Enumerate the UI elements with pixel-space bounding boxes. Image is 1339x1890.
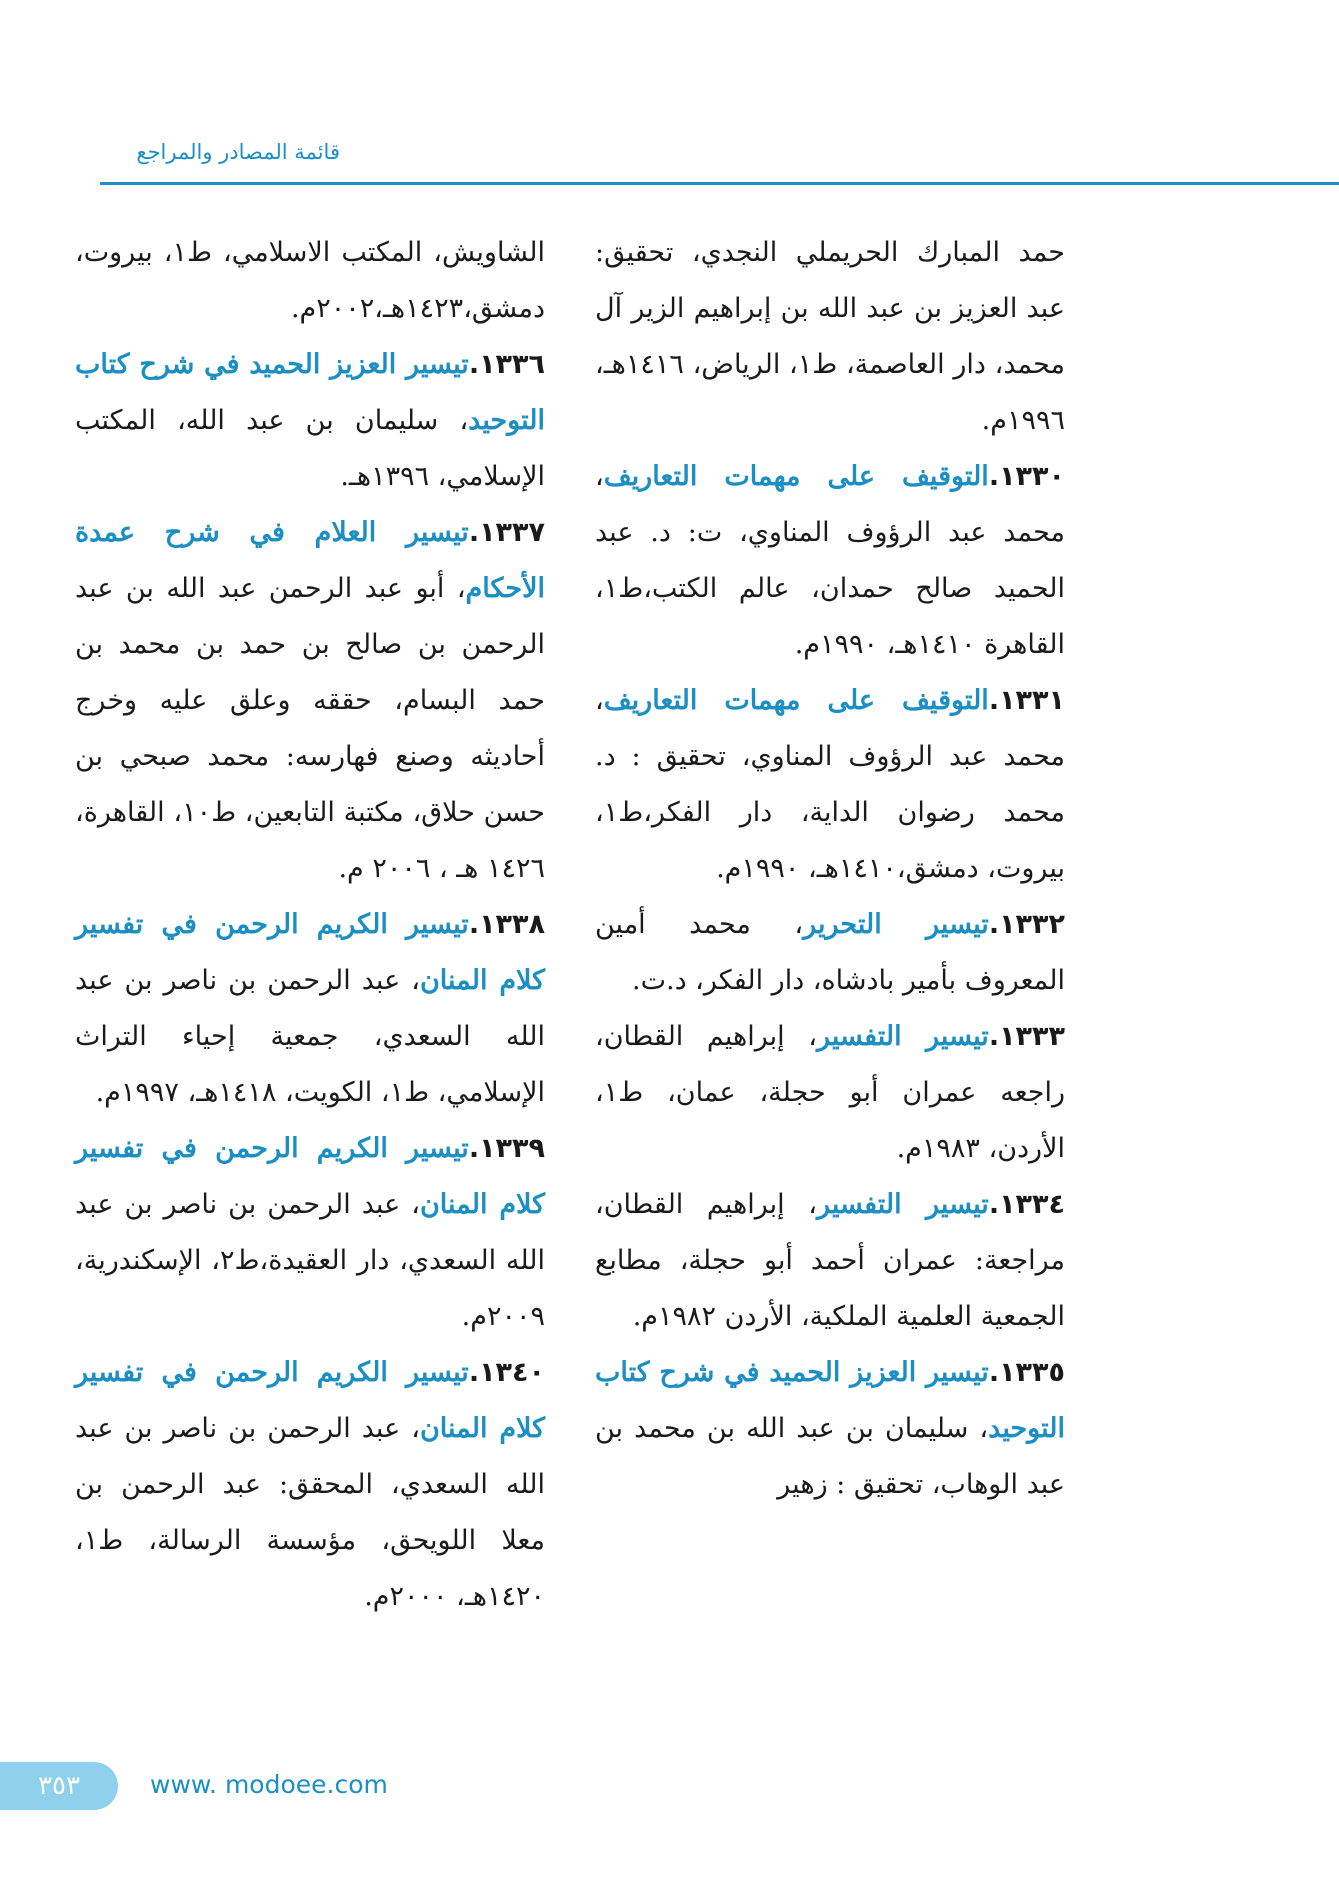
entry-text: ، عبد الرحمن بن ناصر بن عبد الله السعدي، جمعية إحياء التراث الإسلامي، ط١، الكويت، ١٤١٨هـ، ١٩٩٧م. xyxy=(75,965,545,1108)
header-rule xyxy=(100,182,1339,185)
entry-number: ١٣٣٩. xyxy=(468,1133,545,1164)
entry-title: تيسير الكريم الرحمن في تفسير كلام المنان xyxy=(75,1133,546,1220)
reference-entry xyxy=(75,225,545,337)
page-number-tab xyxy=(0,1762,118,1810)
entry-number: ١٣٣١. xyxy=(988,685,1065,716)
entry-text: ، إبراهيم القطان، مراجعة: عمران أحمد أبو حجلة، مطابع الجمعية العلمية الملكية، الأردن ١٩٨٢م. xyxy=(595,1189,1065,1332)
entry-text: ، إبراهيم القطان، راجعه عمران أبو حجلة، عمان، ط١، الأردن، ١٩٨٣م. xyxy=(595,1021,1065,1164)
entry-title: تيسير التحرير xyxy=(803,909,989,940)
entry-number: ١٣٣٥. xyxy=(988,1357,1065,1388)
entry-text: ، عبد الرحمن بن ناصر بن عبد الله السعدي، دار العقيدة،ط٢، الإسكندرية، ٢٠٠٩م. xyxy=(75,1189,545,1332)
entry-text: ، عبد الرحمن بن ناصر بن عبد الله السعدي، المحقق: عبد الرحمن بن معلا اللويحق، مؤسسة الرسالة، ط١، ١٤٢٠هـ، ٢٠٠٠م. xyxy=(75,1413,545,1612)
entry-number: ١٣٣٦. xyxy=(468,349,545,380)
reference-entry xyxy=(75,337,545,505)
entry-title: تيسير العزيز الحميد في شرح كتاب التوحيد xyxy=(595,1357,1065,1444)
entry-number: ١٣٣٤. xyxy=(988,1189,1065,1220)
entry-title: التوقيف على مهمات التعاريف xyxy=(603,685,989,716)
entry-text: الشاويش، المكتب الاسلامي، ط١، بيروت، دمشق،١٤٢٣هـ،٢٠٠٢م. xyxy=(75,237,546,324)
reference-entry xyxy=(595,225,1065,449)
entry-number: ١٣٣٨. xyxy=(468,909,545,940)
entry-title: تيسير العلام في شرح عمدة الأحكام xyxy=(75,517,545,604)
entry-title: تيسير التفسير xyxy=(816,1189,989,1220)
running-header-title: قائمة المصادر والمراجع xyxy=(136,140,340,164)
right-column xyxy=(595,225,1065,1513)
entry-number: ١٣٣٣. xyxy=(988,1021,1065,1052)
reference-entry xyxy=(595,897,1065,1009)
entry-text: ، محمد عبد الرؤوف المناوي، تحقيق : د. محمد رضوان الداية، دار الفكر،ط١، بيروت، دمشق،١٤١٠هـ، ١٩٩٠م. xyxy=(595,685,1065,884)
reference-entry xyxy=(75,1345,545,1625)
reference-entry xyxy=(75,505,545,897)
entry-title: تيسير العزيز الحميد في شرح كتاب التوحيد xyxy=(75,349,545,436)
entry-title: تيسير التفسير xyxy=(816,1021,989,1052)
page-number: ٣٥٣ xyxy=(38,1771,80,1801)
reference-entry xyxy=(595,449,1065,673)
website-link[interactable]: www. modoee.com xyxy=(150,1770,388,1799)
entry-text: ، أبو عبد الرحمن عبد الله بن عبد الرحمن بن صالح بن حمد بن محمد بن حمد البسام، حققه وعلق عليه وخرج أحاديثه وصنع فهارسه: محمد صبحي بن حسن حلاق، مكتبة التابعين، ط١٠، القاهرة، ١٤٢٦ هـ ، ٢٠٠٦ م. xyxy=(75,573,545,884)
entry-title: التوقيف على مهمات التعاريف xyxy=(603,461,989,492)
reference-entry xyxy=(595,1009,1065,1177)
entry-number: ١٣٣٠. xyxy=(988,461,1065,492)
reference-entry xyxy=(595,673,1065,897)
reference-entry xyxy=(75,897,545,1121)
entry-title: تيسير الكريم الرحمن في تفسير كلام المنان xyxy=(75,909,546,996)
reference-entry xyxy=(75,1121,545,1345)
reference-entry xyxy=(595,1177,1065,1345)
reference-entry xyxy=(595,1345,1065,1513)
entry-text: ، محمد عبد الرؤوف المناوي، ت: د. عبد الحميد صالح حمدان، عالم الكتب،ط١، القاهرة ١٤١٠هـ، ١٩٩٠م. xyxy=(595,461,1065,660)
entry-text: حمد المبارك الحريملي النجدي، تحقيق: عبد العزيز بن عبد الله بن إبراهيم الزير آل محمد، دار العاصمة، ط١، الرياض، ١٤١٦هـ، ١٩٩٦م. xyxy=(595,237,1066,436)
entry-title: تيسير الكريم الرحمن في تفسير كلام المنان xyxy=(75,1357,546,1444)
entry-number: ١٣٣٧. xyxy=(468,517,545,548)
left-column xyxy=(75,225,545,1625)
entry-number: ١٣٣٢. xyxy=(988,909,1065,940)
entry-text: ، محمد أمين المعروف بأمير بادشاه، دار الفكر، د.ت. xyxy=(595,909,1065,996)
entry-text: ، سليمان بن عبد الله بن محمد بن عبد الوهاب، تحقيق : زهير xyxy=(595,1413,1065,1500)
entry-text: ، سليمان بن عبد الله، المكتب الإسلامي، ١٣٩٦هـ. xyxy=(75,405,545,492)
entry-number: ١٣٤٠. xyxy=(468,1357,545,1388)
